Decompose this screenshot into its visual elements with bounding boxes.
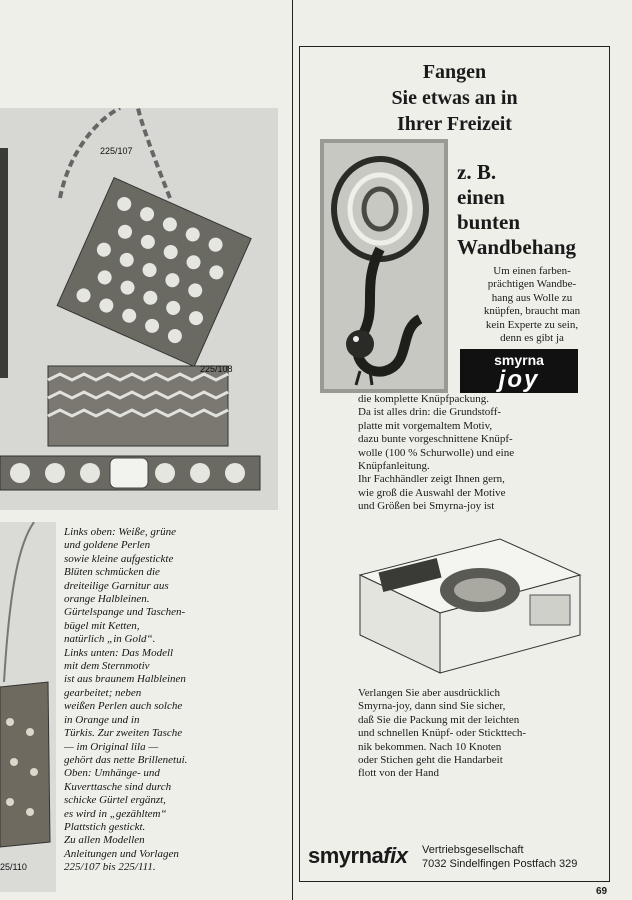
ad-subhead: z. B. einen bunten Wandbehang bbox=[457, 160, 577, 259]
logo-bottom-text: joy bbox=[498, 366, 540, 393]
bag-photo-bottom bbox=[0, 522, 56, 892]
label-top-item: 225/107 bbox=[100, 146, 133, 156]
page-gutter bbox=[292, 0, 293, 900]
smyrnafix-logo-text-a: smyrna bbox=[308, 843, 384, 868]
ad-intro-text: Um einen farben- prächtigen Wandbe- hang aus Wolle zu knüpfen, braucht man kein Experte zu sein, denn es gibt ja bbox=[483, 265, 581, 345]
smyrna-advertisement bbox=[299, 46, 610, 882]
smyrnafix-logo bbox=[308, 843, 407, 869]
handbag-illustration bbox=[0, 108, 278, 510]
smyrnafix-logo-text-b: fix bbox=[383, 843, 408, 868]
ad-body-text-2: Verlangen Sie aber ausdrücklich Smyrna-joy, dann sind Sie sicher, daß Sie die Packung mit der leichten und schnellen Knüpf- oder Stickttech- nik bekommen. Nach 10 Knoten oder Stichen geht die Handarbeit flott von der Hand bbox=[358, 687, 527, 780]
ad-headline: Fangen Sie etwas an in Ihrer Freizeit bbox=[391, 61, 518, 135]
smyrna-joy-logo bbox=[460, 349, 578, 393]
label-bottom-item: 25/110 bbox=[0, 862, 27, 872]
distributor-address: Vertriebsgesellschaft 7032 Sindelfingen Postfach 329 bbox=[422, 844, 578, 870]
handbag-photo bbox=[0, 108, 278, 510]
caption-text: Links oben: Weiße, grüne und goldene Perlen sowie kleine aufgestickte Blüten schmücken die dreiteilige Garnitur aus orange Halbleinen. Gürtelspange und Taschen- bügel mit Ketten, natürlich „in Gold“. Links unten: Das Modell mit dem Sternmotiv ist aus braunem Halbleinen gearbeitet; neben weißen Perlen auch solche in Orange und in Türkis. Zur zweiten Tasche — im Original lila — gehört das nette Brillenetui. Oben: Umhänge- und Kuverttasche sind durch schicke Gürtel ergänzt, es wird in „gezähltem“ Plattstich gestickt. Zu allen Modellen Anleitungen und Vorlagen 225/107 bis 225/111. bbox=[64, 526, 188, 874]
page-number: 69 bbox=[596, 886, 608, 897]
bag-illustration-bottom bbox=[0, 522, 56, 892]
label-middle-item: 225/108 bbox=[200, 364, 233, 374]
photo-caption bbox=[64, 526, 274, 875]
logo-top-text: smyrna bbox=[494, 352, 544, 368]
wall-hanging-image bbox=[320, 139, 448, 393]
ad-body-text-1: die komplette Knüpfpackung. Da ist alles drin: die Grundstoff- platte mit vorgemaltem Motiv, dazu bunte vorgeschnittene Knüpf- wolle (100 % Schurwolle) und eine Knüpfanleitung. Ihr Fachhändler zeigt Ihnen gern, wie groß die Auswahl der Motive und Größen bei Smyrna-joy ist bbox=[358, 393, 515, 513]
product-package-image bbox=[350, 535, 586, 675]
